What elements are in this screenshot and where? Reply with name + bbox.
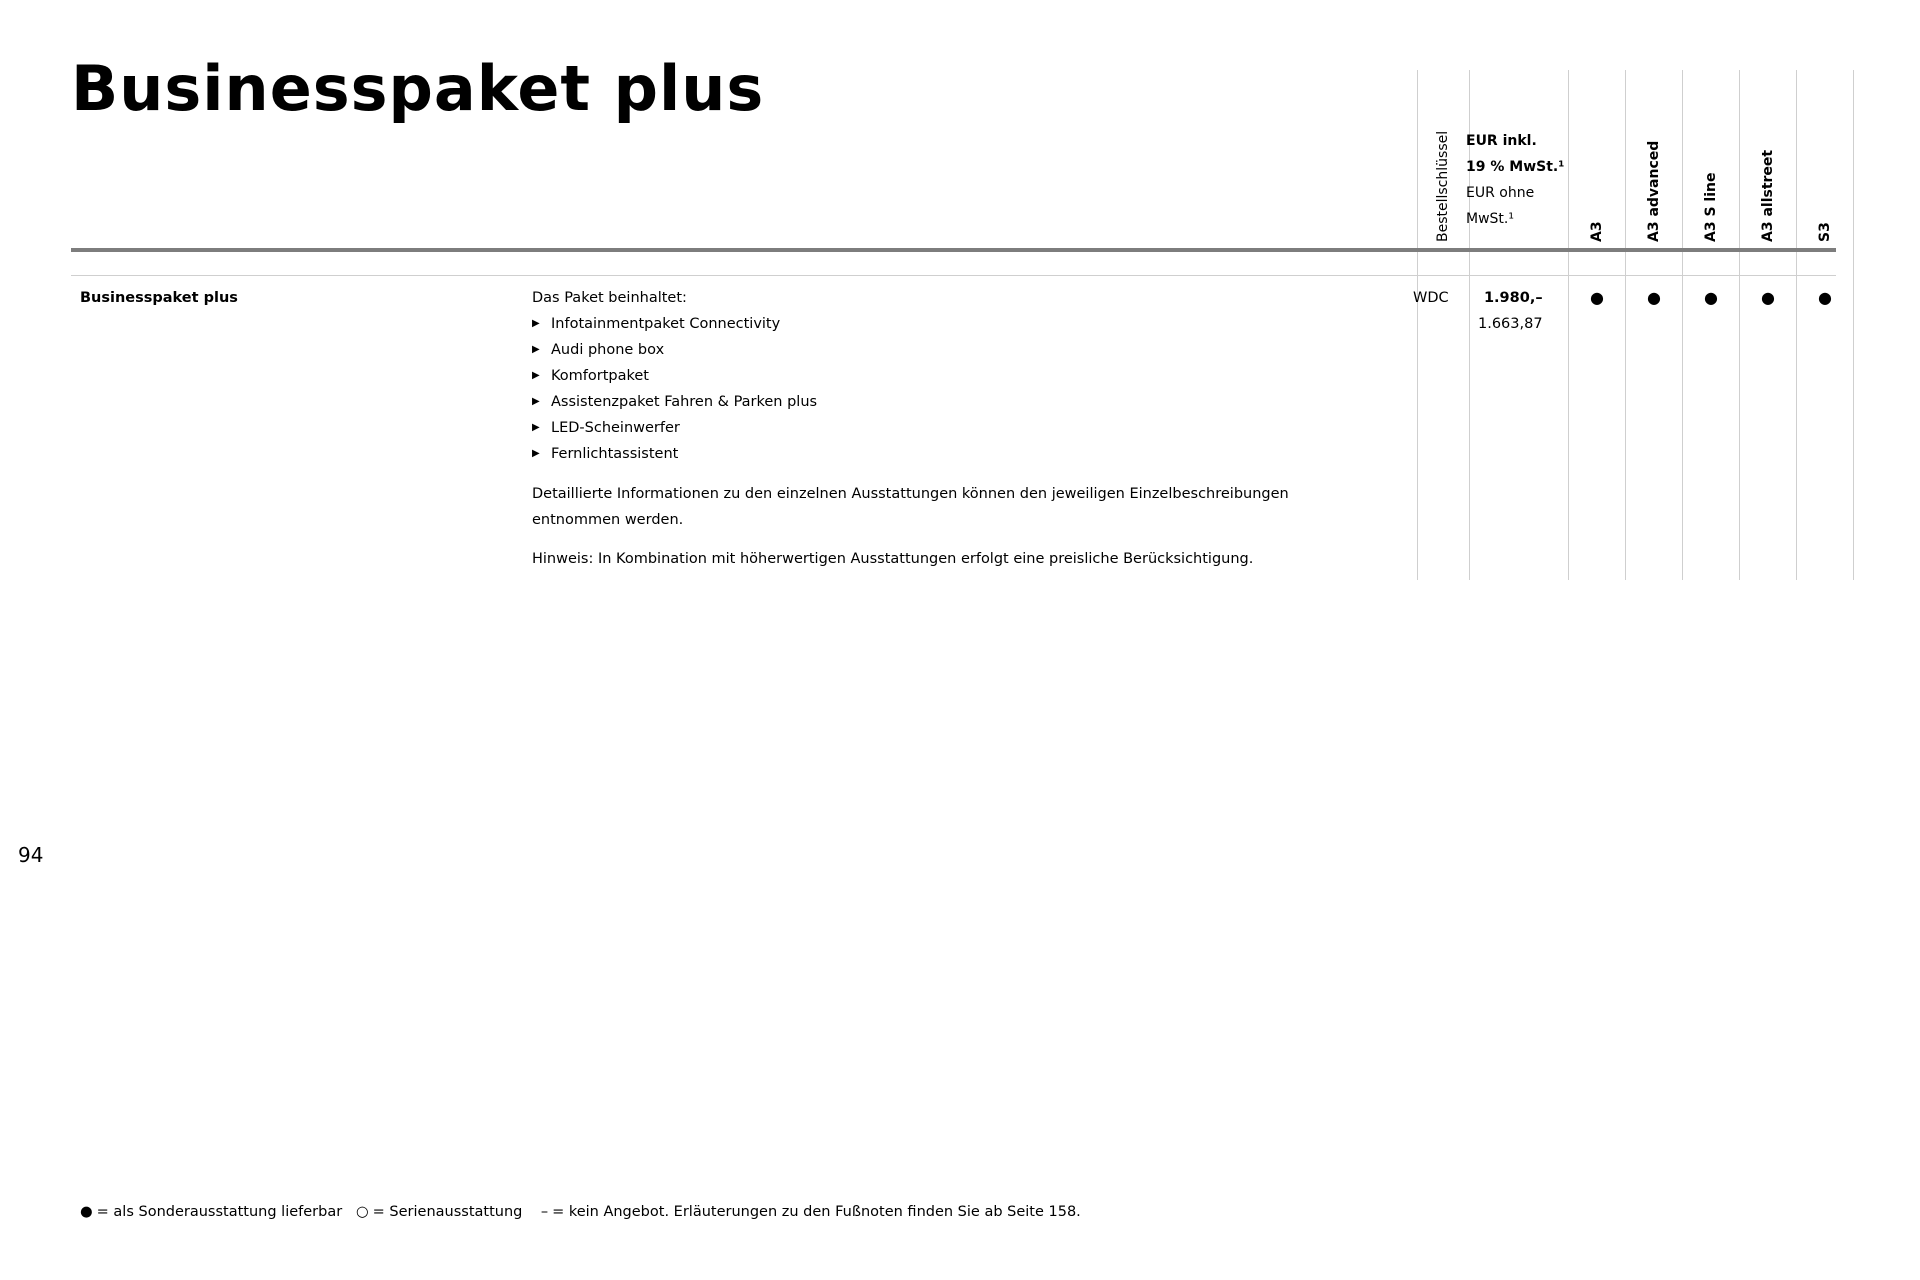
availability-a3-allstreet: ●	[1761, 288, 1775, 307]
bullet-arrow-icon: ▶	[532, 396, 540, 407]
header-order-key: Bestellschlüssel	[1435, 130, 1451, 242]
header-price	[1466, 128, 1564, 232]
header-model-a3-allstreet: A3 allstreet	[1760, 149, 1776, 242]
bullet-arrow-icon: ▶	[532, 422, 540, 433]
column-divider	[1568, 70, 1569, 580]
bullet-arrow-icon: ▶	[532, 370, 540, 381]
header-rule	[71, 248, 1836, 252]
bullet-arrow-icon: ▶	[532, 318, 540, 329]
list-item: ▶ Infotainmentpaket Connectivity	[532, 311, 1372, 337]
page-title: Businesspaket plus	[71, 52, 765, 125]
header-model-s3: S3	[1817, 222, 1833, 242]
legend-footnote	[80, 1200, 1081, 1224]
package-intro: Das Paket beinhaltet:	[532, 290, 687, 306]
package-note-hint: Hinweis: In Kombination mit höherwertigen Ausstattungen erfolgt eine preisliche Berücksichtigung.	[532, 551, 1254, 567]
availability-a3: ●	[1590, 288, 1604, 307]
order-code: WDC	[1413, 290, 1449, 306]
column-divider	[1796, 70, 1797, 580]
bullet-arrow-icon: ▶	[532, 344, 540, 355]
legend-dash-text: = kein Angebot. Erläuterungen zu den Fußnoten finden Sie ab Seite 158.	[552, 1204, 1081, 1220]
column-divider	[1739, 70, 1740, 580]
list-item: ▶ LED-Scheinwerfer	[532, 415, 1372, 441]
filled-dot-icon: ●	[80, 1204, 93, 1220]
row-rule	[71, 275, 1836, 276]
legend-open-text: = Serienausstattung	[372, 1204, 523, 1220]
availability-s3: ●	[1818, 288, 1832, 307]
header-model-a3-advanced: A3 advanced	[1646, 140, 1662, 242]
availability-a3-advanced: ●	[1647, 288, 1661, 307]
availability-a3-s-line: ●	[1704, 288, 1718, 307]
dash-icon: –	[540, 1204, 549, 1220]
legend-filled-text: = als Sonderausstattung lieferbar	[96, 1204, 343, 1220]
package-price	[1478, 285, 1543, 337]
package-items	[532, 311, 1372, 467]
open-circle-icon: ○	[356, 1204, 369, 1220]
header-model-a3: A3	[1589, 221, 1605, 242]
header-model-a3-s-line: A3 S line	[1703, 172, 1719, 242]
list-item: ▶ Assistenzpaket Fahren & Parken plus	[532, 389, 1372, 415]
page-number: 94	[18, 843, 44, 867]
header-price-excl-line2: MwSt.¹	[1466, 211, 1514, 227]
bullet-arrow-icon: ▶	[532, 448, 540, 459]
header-price-incl-line2: 19 % MwSt.¹	[1466, 159, 1565, 175]
price-excl-vat: 1.663,87	[1478, 316, 1543, 332]
package-note-details: Detaillierte Informationen zu den einzelnen Ausstattungen können den jeweiligen Einzelbeschreibungen entnommen werden.	[532, 486, 1289, 528]
header-price-incl-line1: EUR inkl.	[1466, 133, 1537, 149]
list-item: ▶ Audi phone box	[532, 337, 1372, 363]
header-price-excl-line1: EUR ohne	[1466, 185, 1535, 201]
column-divider	[1853, 70, 1854, 580]
list-item: ▶ Fernlichtassistent	[532, 441, 1372, 467]
price-incl-vat: 1.980,–	[1483, 290, 1543, 306]
column-divider	[1682, 70, 1683, 580]
column-divider	[1417, 70, 1418, 580]
package-name: Businesspaket plus	[80, 290, 238, 306]
package-description	[532, 285, 1372, 572]
list-item: ▶ Komfortpaket	[532, 363, 1372, 389]
column-divider	[1625, 70, 1626, 580]
